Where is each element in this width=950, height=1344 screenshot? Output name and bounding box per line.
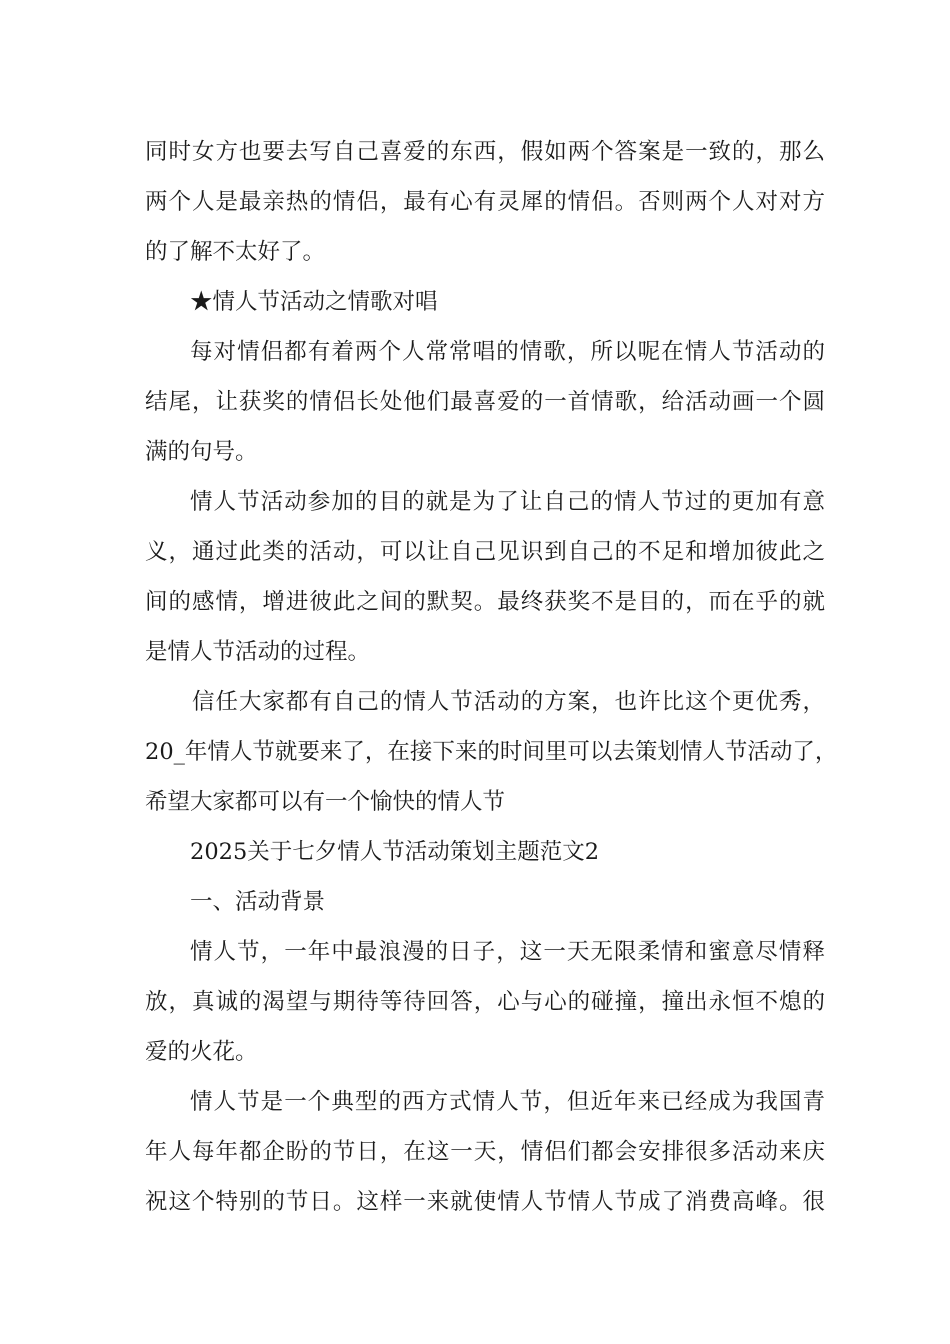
text-line: 信任大家都有自己的情人节活动的方案，也许比这个更优秀，	[192, 689, 825, 715]
text-line: 情人节是一个典型的西方式情人节，但近年来已经成为我国青	[190, 1089, 825, 1115]
text-line: 情人节活动参加的目的就是为了让自己的情人节过的更加有意	[190, 489, 825, 515]
text-line: 20_年情人节就要来了，在接下来的时间里可以去策划情人节活动了，	[145, 739, 838, 765]
text-line: 的了解不太好了。	[145, 239, 326, 265]
text-line: 义，通过此类的活动，可以让自己见识到自己的不足和增加彼此之	[145, 539, 825, 565]
text-line: 希望大家都可以有一个愉快的情人节	[145, 789, 506, 815]
text-line: 结尾，让获奖的情侣长处他们最喜爱的一首情歌，给活动画一个圆	[145, 389, 825, 415]
text-line: 同时女方也要去写自己喜爱的东西，假如两个答案是一致的，那么	[145, 139, 825, 165]
text-line: 情人节，一年中最浪漫的日子，这一天无限柔情和蜜意尽情释	[190, 939, 825, 965]
document-body	[145, 127, 838, 1227]
text-line: 每对情侣都有着两个人常常唱的情歌，所以呢在情人节活动的	[190, 339, 825, 365]
text-line: 放，真诚的渴望与期待等待回答，心与心的碰撞，撞出永恒不熄的	[145, 989, 825, 1015]
text-line: 两个人是最亲热的情侣，最有心有灵犀的情侣。否则两个人对对方	[145, 189, 825, 215]
section-heading-love-song: ★情人节活动之情歌对唱	[190, 289, 438, 315]
document-subtitle: 2025关于七夕情人节活动策划主题范文2	[190, 839, 600, 865]
text-line: 爱的火花。	[145, 1039, 258, 1065]
section-heading-background: 一、活动背景	[190, 889, 326, 915]
text-line: 满的句号。	[145, 439, 258, 465]
text-line: 年人每年都企盼的节日，在这一天，情侣们都会安排很多活动来庆	[145, 1139, 825, 1165]
text-line: 间的感情，增进彼此之间的默契。最终获奖不是目的，而在乎的就	[145, 589, 825, 615]
text-line: 是情人节活动的过程。	[145, 639, 371, 665]
text-line: 祝这个特别的节日。这样一来就使情人节情人节成了消费高峰。很	[145, 1189, 825, 1215]
